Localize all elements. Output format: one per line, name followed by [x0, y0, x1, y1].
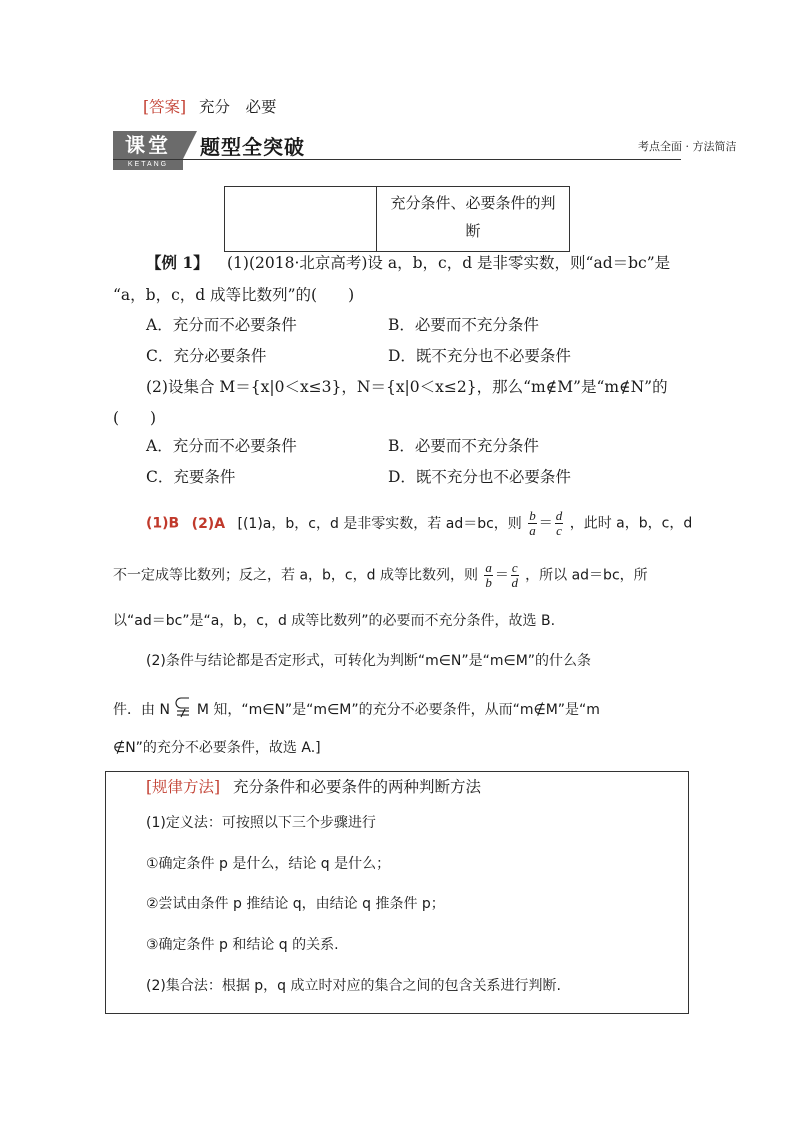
q1-line2: “a，b，c，d 成等比数列”的( ): [113, 286, 355, 304]
method-item: (2)集合法：根据 p，q 成立时对应的集合之间的包含关系进行判断.: [146, 978, 561, 994]
section-logo-arrow: [183, 131, 197, 159]
topic-heading-line2: 断: [465, 222, 481, 240]
fraction-c-over-d: $\frac{c}{d}$: [511, 560, 519, 590]
solution-l5-post: M 知，“m∈N”是“m∈M”的充分不必要条件，从而“m∉M”是“m: [196, 702, 600, 718]
method-item: (1)定义法：可按照以下三个步骤进行: [146, 815, 376, 831]
section-title: 题型全突破: [200, 135, 305, 159]
solution-line2: 不一定成等比数列；反之，若 a，b，c，d 成等比数列，则 $\frac{a}{b}$ ＝ $\frac{c}{d}$ ，所以 ad＝bc，所: [113, 560, 648, 590]
method-label: [规律方法]: [146, 778, 221, 796]
q1-option-d: D．既不充分也不必要条件: [388, 347, 571, 365]
solution-l1-post: ，此时 a，b，c，d: [569, 515, 693, 532]
q2-option-c: C．充要条件: [146, 468, 236, 486]
solution-line6: ∉N”的充分不必要条件，故选 A.]: [113, 740, 321, 756]
q2-line2: ( ): [113, 409, 157, 427]
solution-line5: [113, 696, 600, 720]
q2-option-d: D．既不充分也不必要条件: [388, 468, 571, 486]
q1-line1: (1)(2018·北京高考)设 a，b，c，d 是非零实数，则“ad＝bc”是: [227, 254, 671, 272]
topic-table-heading: [377, 187, 569, 253]
q2-option-a: A．充分而不必要条件: [146, 437, 297, 455]
answer-text: 充分 必要: [199, 98, 277, 116]
method-title: 充分条件和必要条件的两种判断方法: [233, 778, 482, 796]
fraction-b-over-a: $\frac{b}{a}$: [529, 508, 536, 538]
answer-1: (1)B: [146, 515, 180, 532]
section-logo: 课堂: [113, 131, 183, 159]
method-item: ①确定条件 p 是什么，结论 q 是什么；: [146, 856, 391, 872]
header-rule: [113, 159, 681, 160]
topic-table: [224, 186, 570, 252]
method-item: ②尝试由条件 p 推结论 q，由结论 q 推条件 p；: [146, 896, 445, 912]
solution-line3: 以“ad＝bc”是“a，b，c，d 成等比数列”的必要而不充分条件，故选 B.: [113, 613, 556, 629]
answer-label: [答案]: [143, 98, 187, 116]
fraction-a-over-b: $\frac{a}{b}$: [485, 560, 492, 590]
section-logo-sub: KETANG: [113, 160, 183, 170]
solution-l5-pre: 件．由 N: [113, 702, 170, 718]
q1-option-b: B．必要而不充分条件: [388, 316, 539, 334]
q2-line1: (2)设集合 M＝{x|0＜x≤3}，N＝{x|0＜x≤2}，那么“m∉M”是“m∉N”的: [146, 378, 668, 396]
q1-option-c: C．充分必要条件: [146, 347, 267, 365]
solution-line4: (2)条件与结论都是否定形式，可转化为判断“m∈N”是“m∈M”的什么条: [146, 653, 592, 669]
proper-subset-symbol: [174, 696, 192, 720]
solution-l2-post: ，所以 ad＝bc，所: [525, 567, 648, 584]
fraction-d-over-c: $\frac{d}{c}$: [555, 508, 563, 538]
answer-line: [143, 97, 277, 117]
answer-2: (2)A: [191, 515, 226, 532]
solution-l2-pre: 不一定成等比数列；反之，若 a，b，c，d 成等比数列，则: [113, 567, 478, 584]
q1-option-a: A．充分而不必要条件: [146, 316, 297, 334]
topic-table-empty-cell: [225, 187, 377, 251]
solution-l1-pre: [(1)a，b，c，d 是非零实数，若 ad＝bc，则: [237, 515, 522, 532]
method-heading: [146, 777, 481, 797]
q2-option-b: B．必要而不充分条件: [388, 437, 539, 455]
topic-heading-line1: 充分条件、必要条件的判: [390, 194, 556, 212]
method-item: ③确定条件 p 和结论 q 的关系.: [146, 937, 339, 953]
solution-line1: (1)B (2)A [(1)a，b，c，d 是非零实数，若 ad＝bc，则 $\frac{b}{a}$ ＝ $\frac{d}{c}$ ，此时 a，b，c，d: [146, 508, 693, 538]
section-tagline: 考点全面 · 方法简洁: [638, 140, 737, 153]
example-label: 【例 1】: [146, 253, 209, 272]
